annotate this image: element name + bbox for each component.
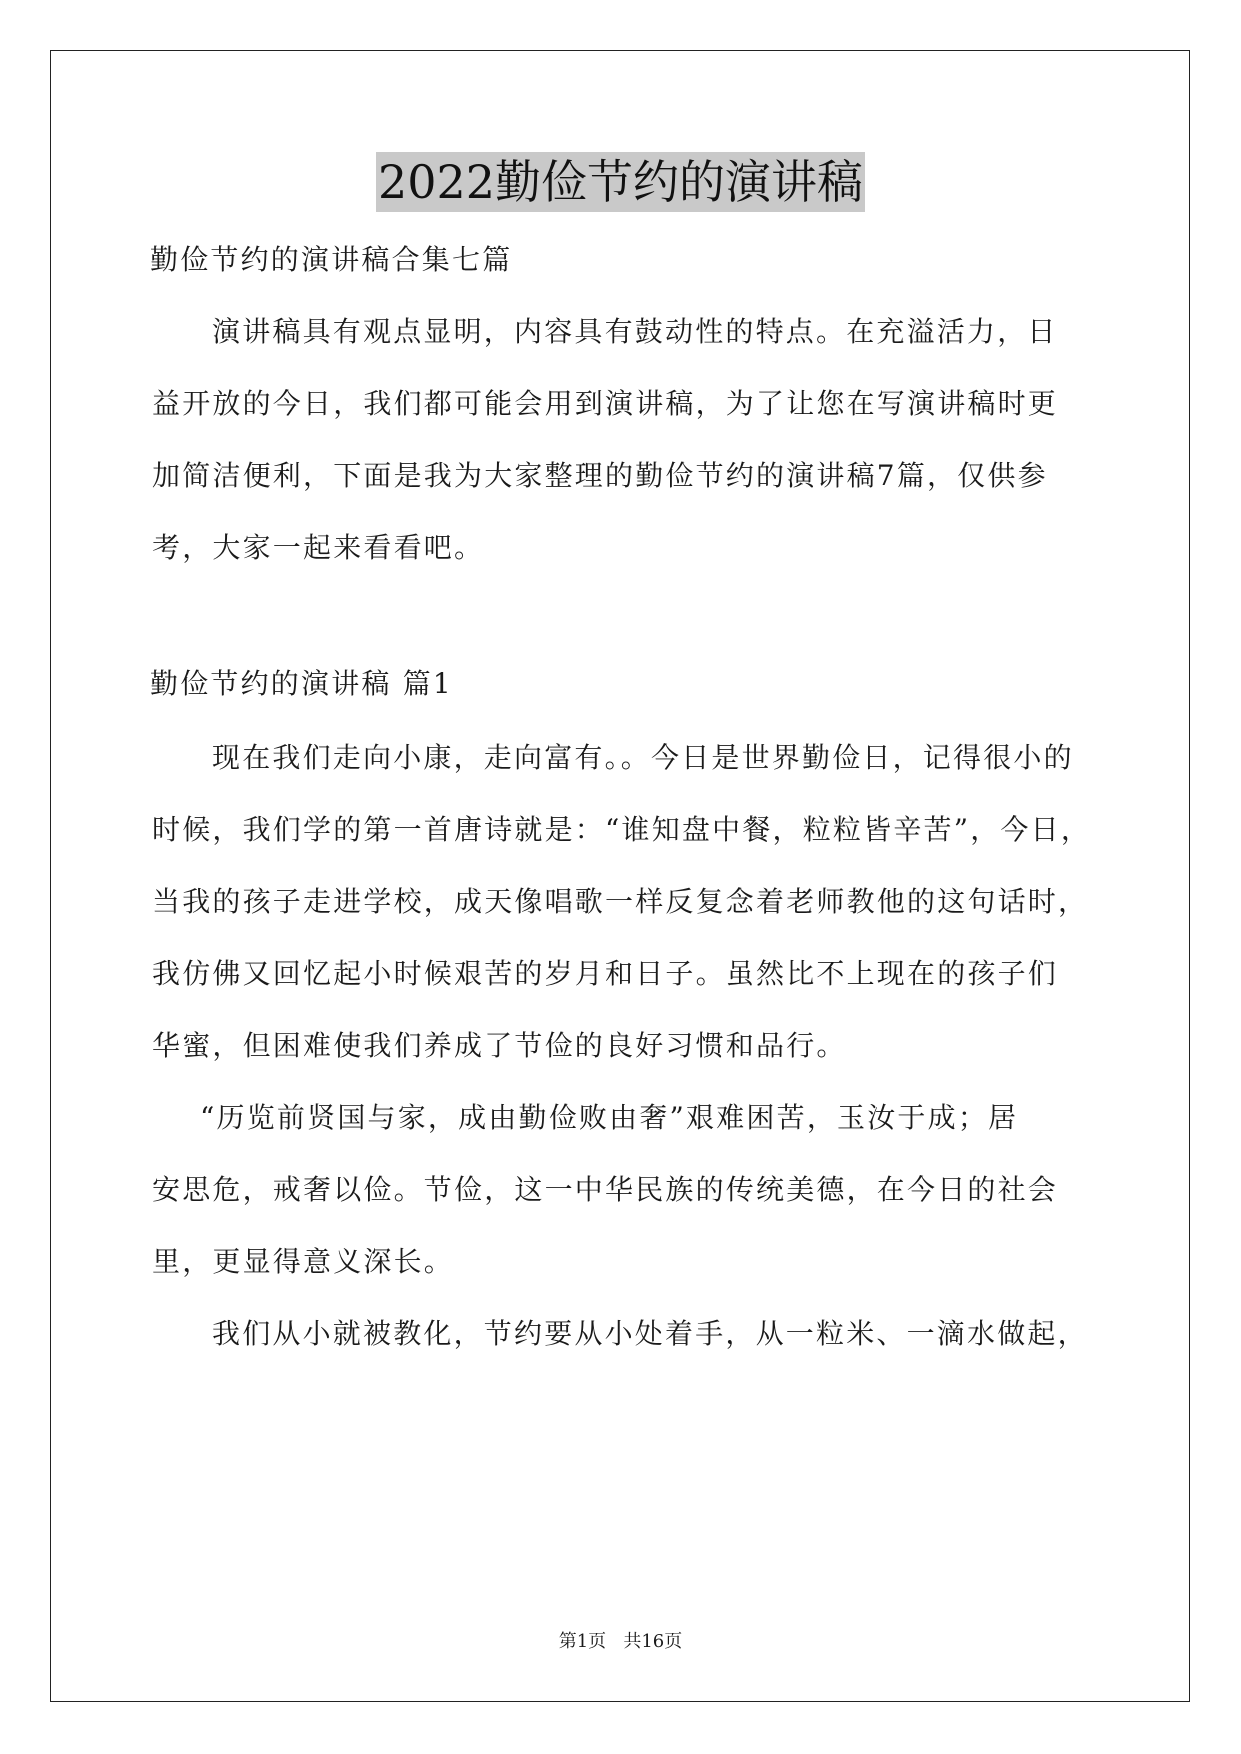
intro-line-1: 演讲稿具有观点显明，内容具有鼓动性的特点。在充溢活力，日 [212,315,1058,348]
section-heading: 勤俭节约的演讲稿 篇1 [150,667,453,700]
intro-line-3: 加简洁便利，下面是我为大家整理的勤俭节约的演讲稿7篇，仅供参 [152,459,1048,492]
para1-line-4: 我仿佛又回忆起小时候艰苦的岁月和日子。虽然比不上现在的孩子们 [152,957,1059,990]
para2-line-1: “历览前贤国与家，成由勤俭败由奢”艰难困苦，玉汝于成；居 [200,1101,1019,1134]
para1-line-3: 当我的孩子走进学校，成天像唱歌一样反复念着老师教他的这句话时， [152,885,1089,918]
document-title: 2022勤俭节约的演讲稿 [376,152,865,212]
para2-line-3: 里，更显得意义深长。 [152,1245,455,1278]
title-container [0,152,1241,212]
intro-line-4: 考，大家一起来看看吧。 [152,531,485,564]
document-subtitle: 勤俭节约的演讲稿合集七篇 [150,243,513,276]
para2-line-2: 安思危，戒奢以俭。节俭，这一中华民族的传统美德，在今日的社会 [152,1173,1059,1206]
page-footer: 第1页 共16页 [558,1631,683,1652]
page-border [50,50,1190,1702]
intro-line-2: 益开放的今日，我们都可能会用到演讲稿，为了让您在写演讲稿时更 [152,387,1059,420]
para3-line-1: 我们从小就被教化，节约要从小处着手，从一粒米、一滴水做起， [212,1317,1088,1350]
para1-line-1: 现在我们走向小康，走向富有。。今日是世界勤俭日，记得很小的 [212,741,1074,774]
para1-line-2: 时候，我们学的第一首唐诗就是：“谁知盘中餐，粒粒皆辛苦”，今日， [152,813,1092,846]
para1-line-5: 华蜜，但困难使我们养成了节俭的良好习惯和品行。 [152,1029,847,1062]
